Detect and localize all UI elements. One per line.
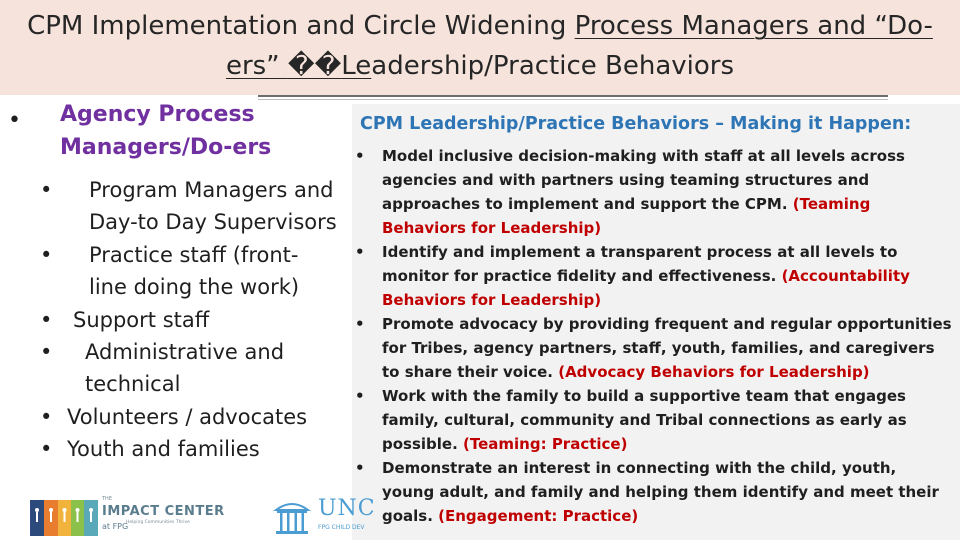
list-item xyxy=(40,433,370,465)
list-item-text: Administrative and technical xyxy=(85,340,285,397)
behavior-tag: (Advocacy Behaviors for Leadership) xyxy=(558,363,870,381)
bullet: • xyxy=(40,307,53,332)
impact-name: IMPACT CENTER xyxy=(102,504,225,519)
bullet: • xyxy=(40,178,53,202)
behavior-text: Promote advocacy by providing frequent and regular opportunities for Tribes, agency partners, staff, youth, families, and caregivers to share their voice. xyxy=(382,315,952,381)
impact-small-text: THE xyxy=(102,496,112,502)
impact-center-logo-icon xyxy=(30,500,98,536)
list-item xyxy=(40,401,370,433)
behaviors-list xyxy=(352,144,952,528)
behavior-tag: (Engagement: Practice) xyxy=(438,507,639,525)
list-item-text: Program Managers and Day-to Day Supervisors xyxy=(89,178,337,235)
left-top-bullet: • xyxy=(8,108,21,133)
behavior-tag: (Teaming: Practice) xyxy=(463,435,628,453)
slide-title-line1 xyxy=(0,6,960,46)
bullet: • xyxy=(40,242,53,267)
list-item-text: Youth and families xyxy=(67,437,260,462)
bullet: • xyxy=(355,459,365,477)
panel-heading: CPM Leadership/Practice Behaviors – Making it Happen: xyxy=(360,114,912,134)
behavior-text: Identify and implement a transparent process at all levels to monitor for practice fidelity and effectiveness. xyxy=(382,243,898,285)
title-line2-text: adership/Practice Behaviors xyxy=(371,51,735,81)
bullet: • xyxy=(355,243,365,261)
behavior-item xyxy=(352,312,952,384)
title-divider xyxy=(258,95,888,97)
list-item xyxy=(40,174,370,239)
old-well-icon xyxy=(272,496,312,536)
slide-title xyxy=(0,6,960,86)
behavior-text: Model inclusive decision-making with staff at all levels across agencies and with partners using teaming structures and approaches to implement and support the CPM. xyxy=(382,147,905,213)
list-item xyxy=(40,239,370,304)
list-item xyxy=(40,304,370,336)
list-item xyxy=(40,336,370,401)
bullet: • xyxy=(40,404,53,429)
agency-heading: Agency Process Managers/Do-ers xyxy=(60,102,272,160)
behavior-text: Demonstrate an interest in connecting with the child, youth, young adult, and family and helping them identify and meet their goals. xyxy=(382,459,939,525)
behaviors-panel xyxy=(352,104,960,540)
unc-logo xyxy=(272,496,376,538)
title-line2-underlined: ers” xyxy=(225,51,288,81)
bullet: • xyxy=(40,437,53,462)
unc-name: UNC xyxy=(318,496,376,521)
logo-row xyxy=(30,494,376,538)
slide-title-line2 xyxy=(0,46,960,86)
behavior-item xyxy=(352,384,952,456)
behavior-item xyxy=(352,240,952,312)
title-line1-text: CPM Implementation and Circle Widening xyxy=(27,11,575,41)
behavior-tag: (Accountability Behaviors for Leadership) xyxy=(382,267,910,309)
impact-sub: Helping Communities Thrive xyxy=(126,520,190,525)
unc-sub: FPG CHILD DEV xyxy=(318,524,365,531)
title-line1-underlined: Process Managers and “Do- xyxy=(574,11,933,41)
bullet: • xyxy=(355,147,365,165)
behavior-text: Work with the family to build a supportive team that engages family, cultural, community and Tribal connections as early as possible. xyxy=(382,387,907,453)
title-divider-shadow xyxy=(258,99,888,100)
behavior-tag: (Teaming Behaviors for Leadership) xyxy=(382,195,871,237)
list-item-text: Practice staff (front-line doing the work) xyxy=(89,242,300,300)
behavior-item xyxy=(352,456,952,528)
list-item-text: Support staff xyxy=(73,307,210,332)
bullet: • xyxy=(355,315,365,333)
bullet: • xyxy=(355,387,365,405)
bullet: • xyxy=(40,340,53,365)
behavior-item xyxy=(352,144,952,240)
left-bullet-list xyxy=(40,174,370,466)
impact-fpg: at FPG xyxy=(102,522,129,531)
impact-center-wordmark xyxy=(102,496,252,536)
title-line2-underlined-le: Le xyxy=(341,51,372,81)
list-item-text: Volunteers / advocates xyxy=(67,404,308,429)
replacement-glyph: �� xyxy=(287,51,342,81)
